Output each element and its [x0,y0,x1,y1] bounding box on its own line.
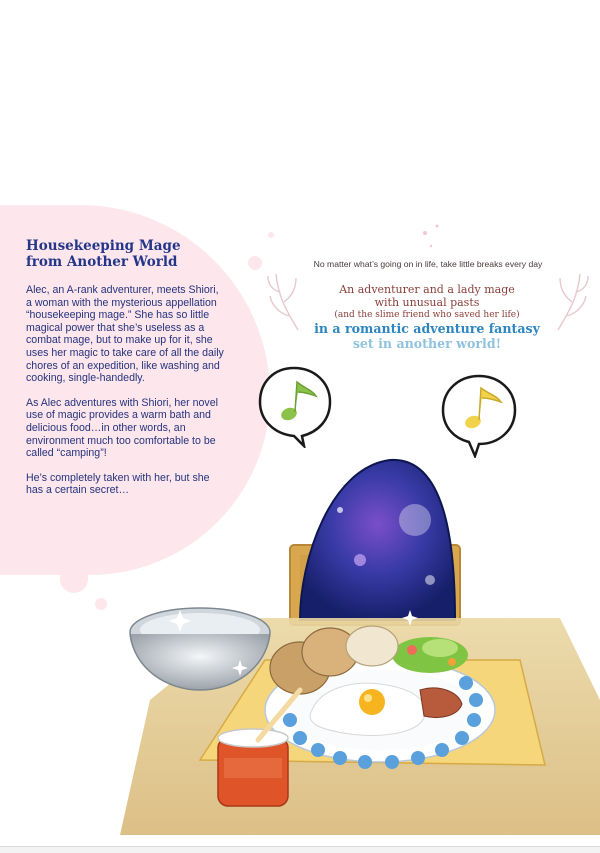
pitch-line-5: set in another world! [352,336,502,351]
salad [392,637,468,673]
pitch-line-1: An adventurer and a lady mage [339,283,515,296]
synopsis-paragraph-2: As Alec adventures with Shiori, her novel use of magic provides a warm bath and delicious food…in other words, an environment much too comfortable to be called “camping”! [26,396,218,460]
synopsis-paragraph-3: He’s completely taken with her, but she has a certain secret… [26,471,210,497]
pitch-line-2: with unusual pasts [374,296,480,309]
pitch-line-3: (and the slime friend who saved her life) [334,310,520,320]
egg-yolk [359,689,385,715]
book-title-line2: from Another World [26,254,178,270]
tagline: No matter what’s going on in life, take little breaks every day [313,259,543,269]
slime-character [300,460,455,620]
page-bottom-edge [0,846,600,853]
pitch-line-4: in a romantic adventure fantasy [314,321,540,336]
book-title-line1: Housekeeping Mage [26,238,181,254]
synopsis-paragraph-1: Alec, an A-rank adventurer, meets Shiori, a woman with the mysterious appellation “housekeeping mage.” She has so little magical power that she’s useless as a combat mage, but to make up for it, she uses her magic to take care of all the daily chores of an expedition, like washing and cooking, single-handedly. [26,284,224,385]
